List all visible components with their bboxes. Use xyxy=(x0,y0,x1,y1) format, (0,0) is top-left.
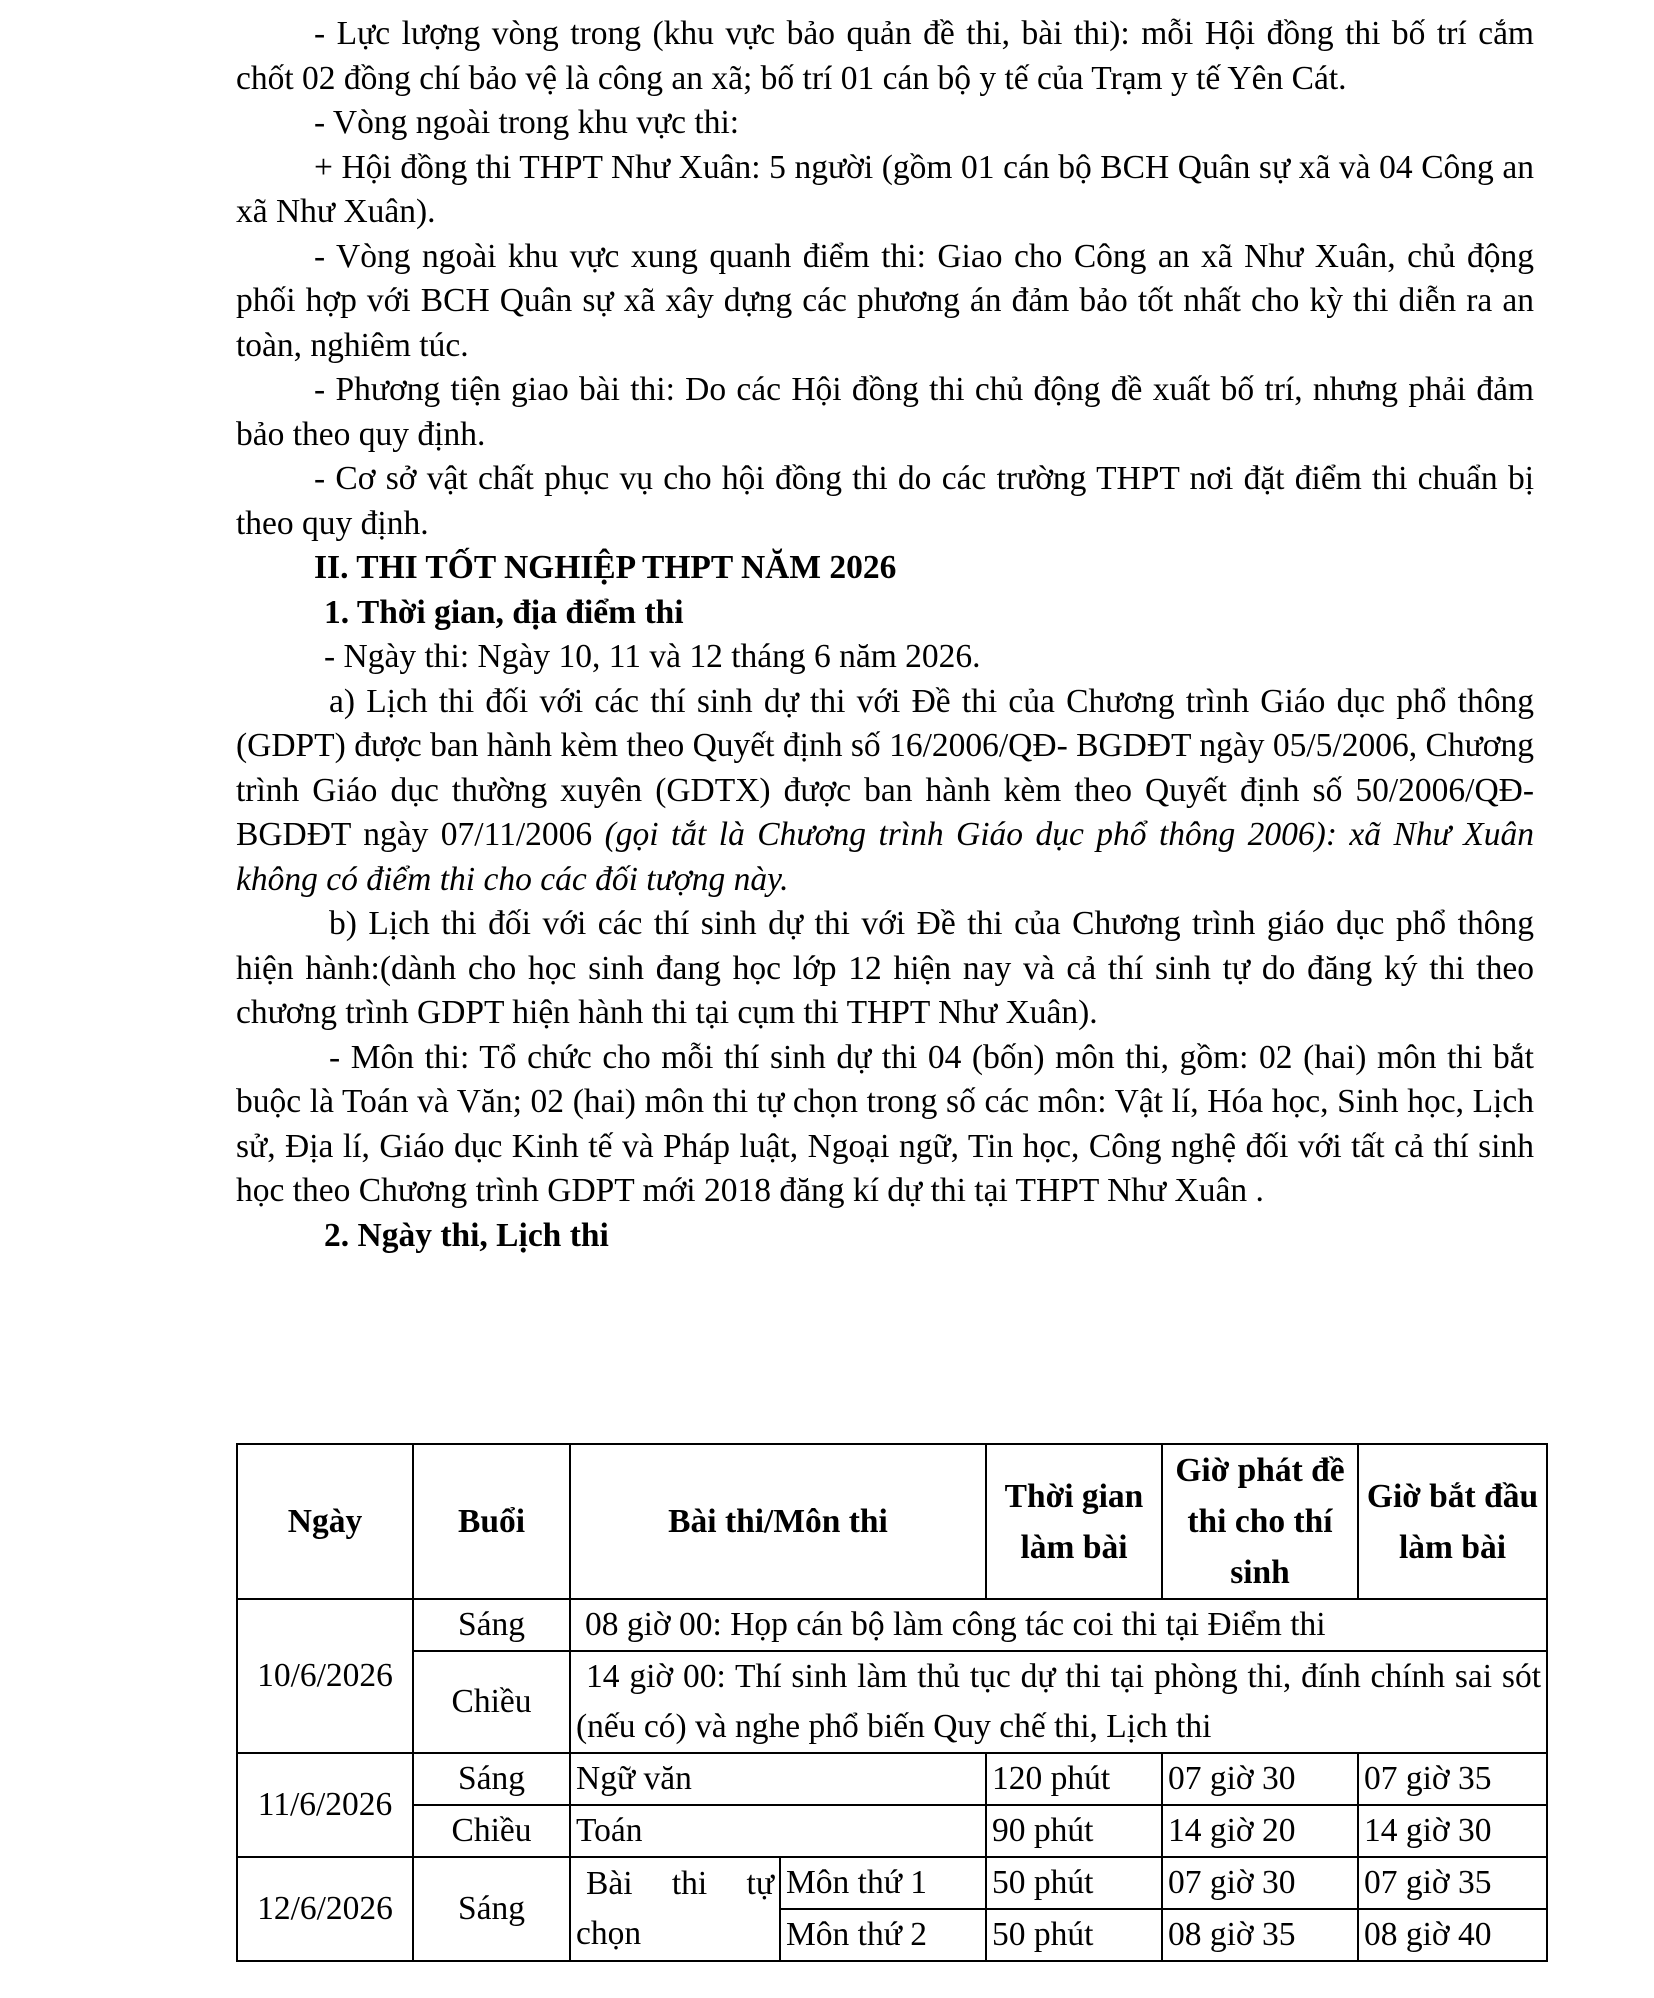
subsection-heading-schedule: 2. Ngày thi, Lịch thi xyxy=(324,1216,609,1254)
subject-cell: Môn thứ 1 xyxy=(780,1857,986,1909)
paper-time-cell: 08 giờ 35 xyxy=(1162,1909,1358,1961)
paragraph-inner-security: - Lực lượng vòng trong (khu vực bảo quản đề thi, bài thi): mỗi Hội đồng thi bố trí cắm chốt 02 đồng chí bảo vệ là công an xã; bố trí 01 cán bộ y tế của Trạm y tế Yên Cát. xyxy=(236,15,1534,97)
note-cell: 08 giờ 00: Họp cán bộ làm công tác coi thi tại Điểm thi xyxy=(570,1599,1547,1651)
document-body xyxy=(236,12,1534,1258)
table-row xyxy=(237,1805,1547,1857)
session-cell: Sáng xyxy=(413,1753,570,1805)
paper-time-cell: 07 giờ 30 xyxy=(1162,1753,1358,1805)
paragraph-outer-ring: - Vòng ngoài trong khu vực thi: xyxy=(314,104,740,141)
duration-cell: 50 phút xyxy=(986,1909,1162,1961)
duration-cell: 90 phút xyxy=(986,1805,1162,1857)
start-time-cell: 07 giờ 35 xyxy=(1358,1753,1547,1805)
table-header-row xyxy=(237,1444,1547,1599)
paper-time-cell: 14 giờ 20 xyxy=(1162,1805,1358,1857)
paragraph-exam-dates: - Ngày thi: Ngày 10, 11 và 12 tháng 6 năm 2026. xyxy=(324,638,981,675)
header-paper-time: Giờ phát đề thi cho thí sinh xyxy=(1162,1444,1358,1599)
paragraph-surrounding-area: - Vòng ngoài khu vực xung quanh điểm thi: Giao cho Công an xã Như Xuân, chủ động phối hợp với BCH Quân sự xã xây dựng các phương án đảm bảo tốt nhất cho kỳ thi diễn ra an toàn, nghiêm túc. xyxy=(236,237,1534,364)
table-row xyxy=(237,1857,1547,1909)
date-cell: 11/6/2026 xyxy=(237,1753,413,1857)
subject-cell: Môn thứ 2 xyxy=(780,1909,986,1961)
paragraph-current-program: b) Lịch thi đối với các thí sinh dự thi với Đề thi của Chương trình giáo dục phổ thông hiện hành:(dành cho học sinh đang học lớp 12 hiện nay và cả thí sinh tự do đăng ký thi theo chương trình GDPT hiện hành thi tại cụm thi THPT Như Xuân). xyxy=(236,905,1534,1031)
note-cell: 14 giờ 00: Thí sinh làm thủ tục dự thi tại phòng thi, đính chính sai sót (nếu có) và nghe phổ biến Quy chế thi, Lịch thi xyxy=(570,1651,1547,1753)
paper-time-cell: 07 giờ 30 xyxy=(1162,1857,1358,1909)
paragraph-exam-council: + Hội đồng thi THPT Như Xuân: 5 người (gồm 01 cán bộ BCH Quân sự xã và 04 Công an xã Như Xuân). xyxy=(236,148,1534,230)
header-day: Ngày xyxy=(237,1444,413,1599)
subsection-heading-time-place: 1. Thời gian, địa điểm thi xyxy=(324,593,684,631)
duration-cell: 50 phút xyxy=(986,1857,1162,1909)
header-start-time: Giờ bắt đầu làm bài xyxy=(1358,1444,1547,1599)
start-time-cell: 08 giờ 40 xyxy=(1358,1909,1547,1961)
paragraph-subjects: - Môn thi: Tổ chức cho mỗi thí sinh dự thi 04 (bốn) môn thi, gồm: 02 (hai) môn thi bắt buộc là Toán và Văn; 02 (hai) môn thi tự chọn trong số các môn: Vật lí, Hóa học, Sinh học, Lịch sử, Địa lí, Giáo dục Kinh tế và Pháp luật, Ngoại ngữ, Tin học, Công nghệ đối với tất cả thí sinh học theo Chương trình GDPT mới 2018 đăng kí dự thi tại THPT Như Xuân . xyxy=(236,1038,1534,1209)
session-cell: Chiều xyxy=(413,1805,570,1857)
table-row xyxy=(237,1753,1547,1805)
date-cell: 12/6/2026 xyxy=(237,1857,413,1961)
duration-cell: 120 phút xyxy=(986,1753,1162,1805)
start-time-cell: 14 giờ 30 xyxy=(1358,1805,1547,1857)
session-cell: Sáng xyxy=(413,1599,570,1651)
date-cell: 10/6/2026 xyxy=(237,1599,413,1753)
subject-cell: Toán xyxy=(570,1805,986,1857)
table-row xyxy=(237,1599,1547,1651)
section-heading: II. THI TỐT NGHIỆP THPT NĂM 2026 xyxy=(314,549,897,586)
header-duration: Thời gian làm bài xyxy=(986,1444,1162,1599)
paragraph-facilities: - Cơ sở vật chất phục vụ cho hội đồng thi do các trường THPT nơi đặt điểm thi chuẩn bị theo quy định. xyxy=(236,460,1534,542)
exam-schedule-table xyxy=(236,1443,1548,1962)
subject-cell: Ngữ văn xyxy=(570,1753,986,1805)
elective-group-cell: Bài thi tự chọn xyxy=(570,1857,780,1961)
session-cell: Sáng xyxy=(413,1857,570,1961)
header-session: Buổi xyxy=(413,1444,570,1599)
session-cell: Chiều xyxy=(413,1651,570,1753)
start-time-cell: 07 giờ 35 xyxy=(1358,1857,1547,1909)
paragraph-transport: - Phương tiện giao bài thi: Do các Hội đồng thi chủ động đề xuất bố trí, nhưng phải đảm bảo theo quy định. xyxy=(236,371,1534,453)
header-subject: Bài thi/Môn thi xyxy=(570,1444,986,1599)
table-row xyxy=(237,1651,1547,1753)
program-2006-text: a) Lịch thi đối với các thí sinh dự thi với Đề thi của Chương trình Giáo dục phổ thông (GDPT) được ban hành kèm theo Quyết định số 16/2006/QĐ- BGDĐT ngày 05/5/2006, Chương trình Giáo dục thường xuyên (GDTX) được ban hành kèm theo Quyết định số 50/2006/QĐ-BGDĐT ngày 07/11/2006 xyxy=(236,682,1534,853)
paragraph-program-2006 xyxy=(236,680,1534,903)
program-2006-note: (gọi tắt là Chương trình Giáo dục phổ thông 2006): xã Như Xuân không có điểm thi cho các đối tượng này. xyxy=(236,816,1534,898)
